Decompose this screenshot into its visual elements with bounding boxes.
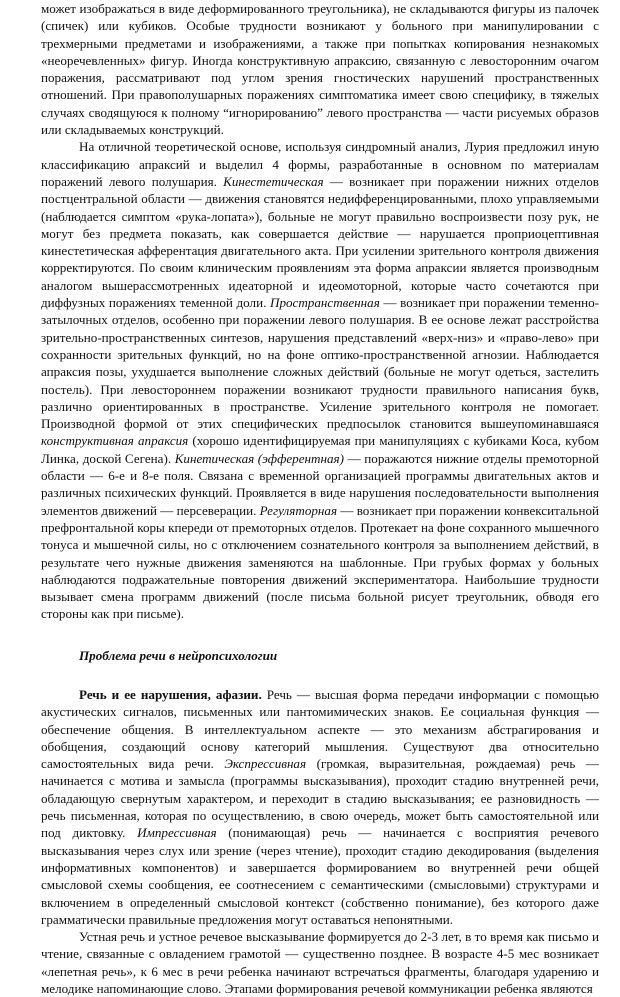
text-run: (понимающая) речь — начинается с восприятия речевого высказывания через слух или зрение (через чтение), проходит стадию декодирования (выделения информативных компонентов) и завершается формированием во внутренней речи общей смысловой схемы сообщения, ее соотнесением с семантическими (смысловыми) структурами и включением в определенный смысловой контекст (собственно понимание), без которого даже грамматически правильные предложения могут оставаться непонятными. <box>41 825 599 927</box>
text-run: — возникает при поражении конвекситальной префронтальной коры кпереди от премоторных отделов. Протекает на фоне сохранного мышечного тонуса и мышечной силы, но с отключением сознательного контроля за выполнением действий, в результате чего нужные движения заменяются на шаблонные. При грубых формах у больных наблюдаются подражательные повторения движений экспериментатора. Наибольшие трудности вызывает смена программ движений (после письма больной рисует треугольник, обводя его стороны как при письме). <box>41 502 599 622</box>
italic-run: конструктивная апраксия <box>41 433 189 449</box>
italic-run: Кинестетическая <box>223 173 324 189</box>
text-run: — возникает при поражении нижних отделов постцентральной области — движения становятся недифференцированными, плохо управляемыми (наблюдается симптом «рука-лопата»), больные не могут правильно воспроизвести позу рук, не могут без предмета показать, как совершается действие — нарушается проприоцептивная кинестетическая афферентация двигательного акта. При усилении зрительного контроля движения корректируются. По своим клиническим проявлениям эта форма апраксии является производным аналогом вышерассмотренных идеаторной и идеомоторной, которые часто сочетаются при диффузных поражениях теменной доли. <box>41 173 599 311</box>
body-paragraph <box>41 928 599 997</box>
section-heading <box>41 647 599 664</box>
text-run: (громкая, выразительная, рождаемая) речь — начинается с мотива и замысла (программы высказывания), проходит стадию внутренней речи, обладающую свернутым характером, и переходит в стадию высказывания; ее разновидность — речь письменная, которая по осуществлению, в свою очередь, может быть самостоятельной или под диктовку. <box>41 756 599 841</box>
body-paragraph <box>41 0 599 138</box>
bold-run: Речь и ее нарушения, афазии. <box>79 686 262 702</box>
body-paragraph <box>41 138 599 622</box>
text-run: На отличной теоретической основе, используя синдромный анализ, Лурия предложил иную классификацию апраксий и выделил 4 формы, разработанные в основном по материалам поражений левого полушария. <box>41 139 599 189</box>
text-run: — поражаются нижние отделы премоторной области — 6-е и 8-е поля. Связана с временной организацией программы двигательных актов и различных психических функций. Проявляется в виде нарушения последовательности выполнения элементов движений — персеверации. <box>41 450 600 518</box>
italic-run: Кинетическая (эфферентная) <box>174 450 344 466</box>
text-run: Проблема речи в нейропсихологии <box>79 647 278 663</box>
italic-run: Экспрессивная <box>224 756 307 772</box>
text-run: Устная речь и устное речевое высказывание формируется до 2-3 лет, в то время как письмо и чтение, связанные с овладением грамотой — существенно позднее. В возрасте 4-5 мес возникает «лепетная речь», к 6 мес в речи ребенка начинают встречаться фрагменты, благодаря ударению и мелодике напоминающие слово. Этапами формирования речевой коммуникации ребенка являются <box>41 929 599 997</box>
text-run: может изображаться в виде деформированного треугольника), не складываются фигуры из палочек (спичек) или кубиков. Особые трудности возникают у больного при манипулировании с трехмерными предметами и изображениями, а также при попытках копирования незнакомых «неоречевленных» фигур. Иногда конструктивную апраксию, связанную с левосторонним очагом поражения, рассматривают под углом зрения гностических нарушений пространственных отношений. При правополушарных поражениях симптоматика имеет свою специфику, в тяжелых случаях сводящуюся к полному “игнорированию” левого пространства — части рисуемых образов или складываемых конструкций. <box>41 1 599 138</box>
body-paragraph <box>41 686 599 928</box>
text-run: Речь — высшая форма передачи информации с помощью акустических сигналов, письменных или пантомимических знаков. Ее социальная функция — обеспечение общения. В интеллектуальном аспекте — это механизм абстрагирования и обобщения, создающий основу категорий мышления. Существуют два относительно самостоятельных вида речи. <box>41 686 599 772</box>
italic-run: Пространственная <box>269 295 380 311</box>
italic-run: Регуляторная <box>259 502 338 518</box>
text-run: (хорошо идентифицируемая при манипуляциях с кубиками Коса, кубом Линка, доской Сегена). <box>41 433 599 466</box>
document-page <box>41 0 599 997</box>
text-run: — возникает при поражении теменно-затылочных отделов, особенно при поражении левого полушария. В ее основе лежат расстройства зрительно-пространственных синтезов, нарушения представлений «верх-низ» и «право-лево» при сохранности зрительных функций, но на фоне оптико-пространственной агнозии. Наблюдается апраксия позы, ухудшается выполнение сложных действий (больные не могут одеться, застелить постель). При левостороннем поражении возникают трудности правильного написания букв, различно ориентированных в пространстве. Усиление зрительного контроля не помогает. Производной формой от этих специфических предпосылок становится вышеупоминавшаяся <box>41 295 599 432</box>
italic-run: Импрессивная <box>137 825 217 841</box>
